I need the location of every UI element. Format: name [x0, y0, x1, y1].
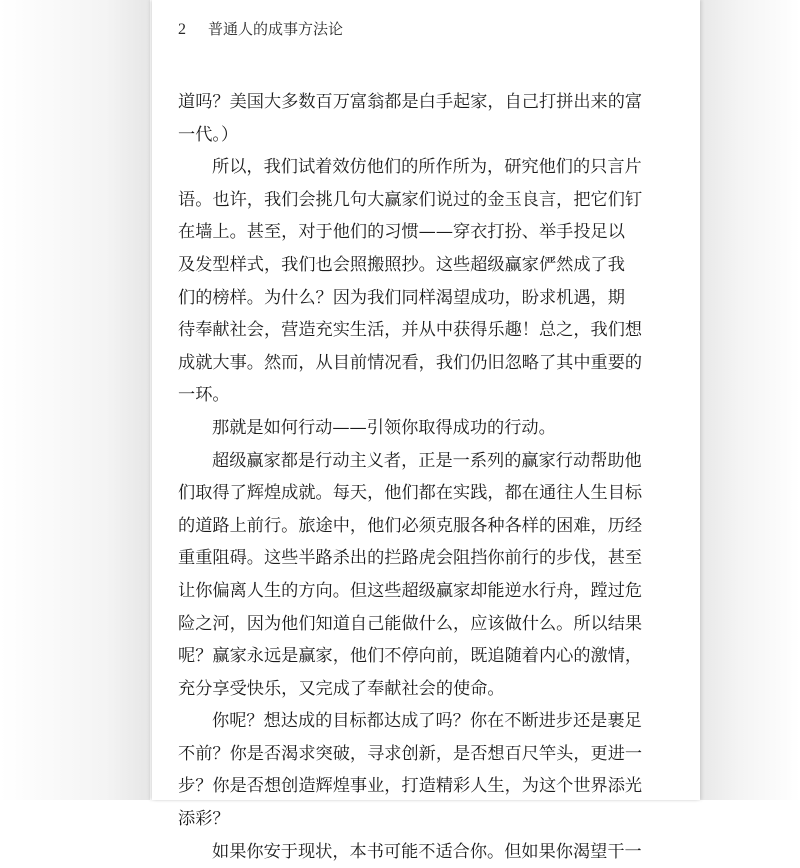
text-line: 步？你是否想创造辉煌事业，打造精彩人生，为这个世界添光: [178, 776, 643, 797]
page-edge-shadow-right: [700, 0, 800, 800]
page-number: 2: [178, 21, 186, 38]
text-line: 道吗？美国大多数百万富翁都是白手起家，自己打拼出来的富: [178, 92, 643, 112]
text-line: 添彩？: [178, 809, 230, 830]
text-line: 充分享受快乐，又完成了奉献社会的使命。: [178, 678, 505, 699]
text-line: 待奉献社会，营造充实生活，并从中获得乐趣！总之，我们想: [178, 320, 643, 341]
paragraph-start-line: 超级赢家都是行动主义者，正是一系列的赢家行动帮助他: [212, 450, 642, 471]
body-text: [178, 86, 643, 868]
running-title: 普通人的成事方法论: [208, 20, 344, 38]
text-line: 们的榜样。为什么？因为我们同样渴望成功，盼求机遇，期: [178, 287, 625, 308]
text-line: 重重阻碍。这些半路杀出的拦路虎会阻挡你前行的步伐，甚至: [178, 548, 643, 569]
page-edge-shadow-left: [0, 0, 150, 800]
text-line: 让你偏离人生的方向。但这些超级赢家却能逆水行舟，蹚过危: [178, 580, 643, 601]
paragraph-start-line: 所以，我们试着效仿他们的所作所为，研究他们的只言片: [212, 157, 642, 178]
text-line: 一代。）: [178, 124, 239, 145]
paragraph-start-line: 那就是如何行动——引领你取得成功的行动。: [212, 417, 556, 438]
text-line: 及发型样式，我们也会照搬照抄。这些超级赢家俨然成了我: [178, 254, 625, 275]
book-page: [152, 0, 700, 862]
running-header: [178, 18, 343, 44]
paragraph-start-line: 如果你安于现状，本书可能不适合你。但如果你渴望干一: [212, 841, 642, 862]
text-line: 呢？赢家永远是赢家，他们不停向前，既追随着内心的激情，: [178, 646, 643, 667]
text-line: 不前？你是否渴求突破，寻求创新，是否想百尺竿头，更进一: [178, 743, 643, 764]
text-line: 一环。: [178, 385, 230, 406]
text-line: 险之河，因为他们知道自己能做什么，应该做什么。所以结果: [178, 613, 643, 634]
text-line: 们取得了辉煌成就。每天，他们都在实践，都在通往人生目标: [178, 483, 643, 504]
text-line: 的道路上前行。旅途中，他们必须克服各种各样的困难，历经: [178, 515, 643, 536]
paragraph-start-line: 你呢？想达成的目标都达成了吗？你在不断进步还是裹足: [212, 711, 642, 732]
text-line: 语。也许，我们会挑几句大赢家们说过的金玉良言，把它们钉: [178, 189, 643, 210]
text-line: 在墙上。甚至，对于他们的习惯——穿衣打扮、举手投足以: [178, 222, 625, 243]
text-line: 成就大事。然而，从目前情况看，我们仍旧忽略了其中重要的: [178, 352, 643, 373]
